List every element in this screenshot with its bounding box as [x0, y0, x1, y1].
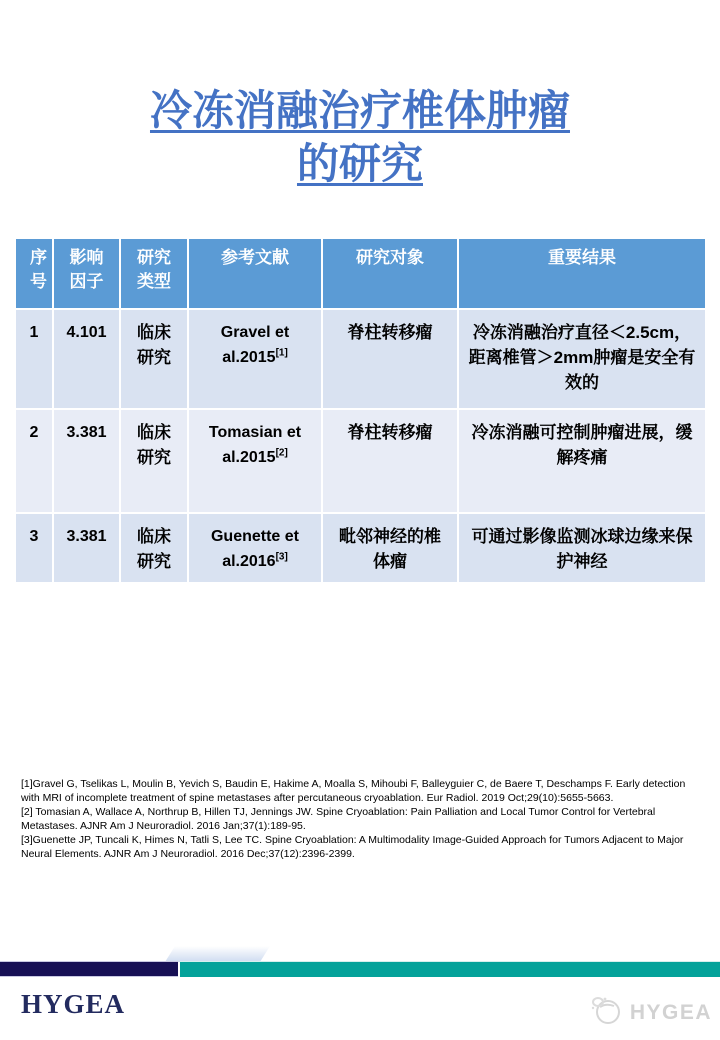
footnote-1: [1]Gravel G, Tselikas L, Moulin B, Yevich S, Baudin E, Hakime A, Moalla S, Mihoubi F, Balleyguier C, de Baere T, Deschamps F. Early detection with MRI of incomplete treatment of spine metastases after percutaneous cryoablation. Eur Radiol. 2019 Oct;29(10):5655-5663.: [21, 778, 686, 804]
studies-table: [14, 237, 707, 584]
footnotes: [21, 777, 699, 861]
reference-text: Gravel et al.2015: [220, 324, 290, 366]
table-header: [15, 238, 706, 309]
footer-bar-navy-segment: [0, 961, 178, 977]
cell-impact-factor: 3.381: [53, 513, 120, 583]
cell-subject: 脊柱转移瘤: [322, 309, 458, 409]
footnote-3: [3]Guenette JP, Tuncali K, Himes N, Tatli S, Lee TC. Spine Cryoablation: A Multimodality Image-Guided Approach for Tumors Adjacent to Major Neural Elements. AJNR Am J Neuroradiol. 2016 Dec;37(12):2396-2399.: [21, 834, 684, 860]
cell-no: 1: [15, 309, 53, 409]
cell-reference: [188, 409, 322, 513]
cell-study-type: 临床研究: [120, 309, 188, 409]
cell-subject: 脊柱转移瘤: [322, 409, 458, 513]
cell-key-result: 冷冻消融治疗直径＜2.5cm，距离椎管＞2mm肿瘤是安全有效的: [458, 309, 706, 409]
cell-key-result: 冷冻消融可控制肿瘤进展，缓解疼痛: [458, 409, 706, 513]
brand-logo: HYGEA: [21, 989, 126, 1019]
footer-accent-wisp: [165, 946, 270, 962]
globe-snowflake-icon: [590, 993, 624, 1032]
cell-subject: 毗邻神经的椎体瘤: [322, 513, 458, 583]
cell-reference: [188, 309, 322, 409]
page-title-line1: 冷冻消融治疗椎体肿瘤: [149, 87, 570, 134]
cell-study-type: 临床研究: [120, 513, 188, 583]
table-row: [15, 309, 706, 409]
reference-text: Tomasian et al.2015: [208, 424, 302, 466]
page-title: [0, 84, 720, 190]
watermark-logo: [590, 993, 712, 1032]
cell-impact-factor: 4.101: [53, 309, 120, 409]
col-header-subject: 研究对象: [322, 238, 458, 309]
cell-key-result: 可通过影像监测冰球边缘来保护神经: [458, 513, 706, 583]
col-header-no: 序号: [15, 238, 53, 309]
col-header-reference: 参考文献: [188, 238, 322, 309]
reference-superscript: [2]: [275, 447, 288, 459]
reference-superscript: [1]: [275, 347, 288, 359]
cell-study-type: 临床研究: [120, 409, 188, 513]
col-header-impact-factor: 影响因子: [53, 238, 120, 309]
cell-impact-factor: 3.381: [53, 409, 120, 513]
cell-no: 3: [15, 513, 53, 583]
table-row: [15, 513, 706, 583]
reference-superscript: [3]: [275, 551, 288, 563]
cell-reference: [188, 513, 322, 583]
col-header-key-result: 重要结果: [458, 238, 706, 309]
watermark-text: HYGEA: [629, 1000, 712, 1024]
col-header-study-type: 研究类型: [120, 238, 188, 309]
table-row: [15, 409, 706, 513]
cell-no: 2: [15, 409, 53, 513]
reference-text: Guenette et al.2016: [210, 528, 299, 570]
page-title-line2: 的研究: [296, 140, 423, 187]
footer-bar: [0, 961, 720, 977]
footnote-2: [2] Tomasian A, Wallace A, Northrup B, Hillen TJ, Jennings JW. Spine Cryoablation: Pain Palliation and Local Tumor Control for Vertebral Metastases. AJNR Am J Neuroradiol. 2016 Jan;37(1):189-95.: [21, 806, 656, 832]
footer-bar-teal-segment: [180, 961, 720, 977]
